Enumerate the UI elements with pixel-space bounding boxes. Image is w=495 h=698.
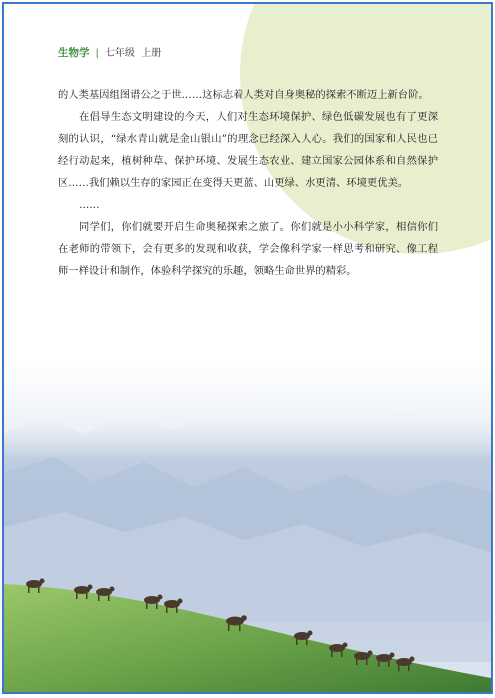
header-separator: | xyxy=(95,48,99,59)
paragraph-invitation: 同学们，你们就要开启生命奥秘探索之旅了。你们就是小小科学家，相信你们在老师的带领下，会有更多的发现和收获，学会像科学家一样思考和研究、像工程师一样设计和制作，体验科学探究的乐趣，领略生命世界的精彩。 xyxy=(58,221,438,277)
paragraph-ellipsis: …… xyxy=(79,199,100,211)
landscape-illustration xyxy=(4,362,491,692)
running-header xyxy=(58,44,161,60)
textbook-page xyxy=(2,2,493,694)
grade-label: 七年级 xyxy=(104,48,135,59)
volume-label: 上册 xyxy=(141,48,162,59)
paragraph-ecology: 在倡导生态文明建设的今天，人们对生态环境保护、绿色低碳发展也有了更深刻的认识，“绿水青山就是金山银山”的理念已经深入人心。我们的国家和人民也已经行动起来，植树种草、保护环境、发展生态农业、建立国家公园体系和自然保护区……我们赖以生存的家园正在变得天更蓝、山更绿、水更清、环境更优美。 xyxy=(58,111,438,189)
subject-label: 生物学 xyxy=(58,47,90,59)
body-text xyxy=(58,84,438,282)
paragraph-continuation: 的人类基因组图谱公之于世……这标志着人类对自身奥秘的探索不断迈上新台阶。 xyxy=(58,89,429,101)
